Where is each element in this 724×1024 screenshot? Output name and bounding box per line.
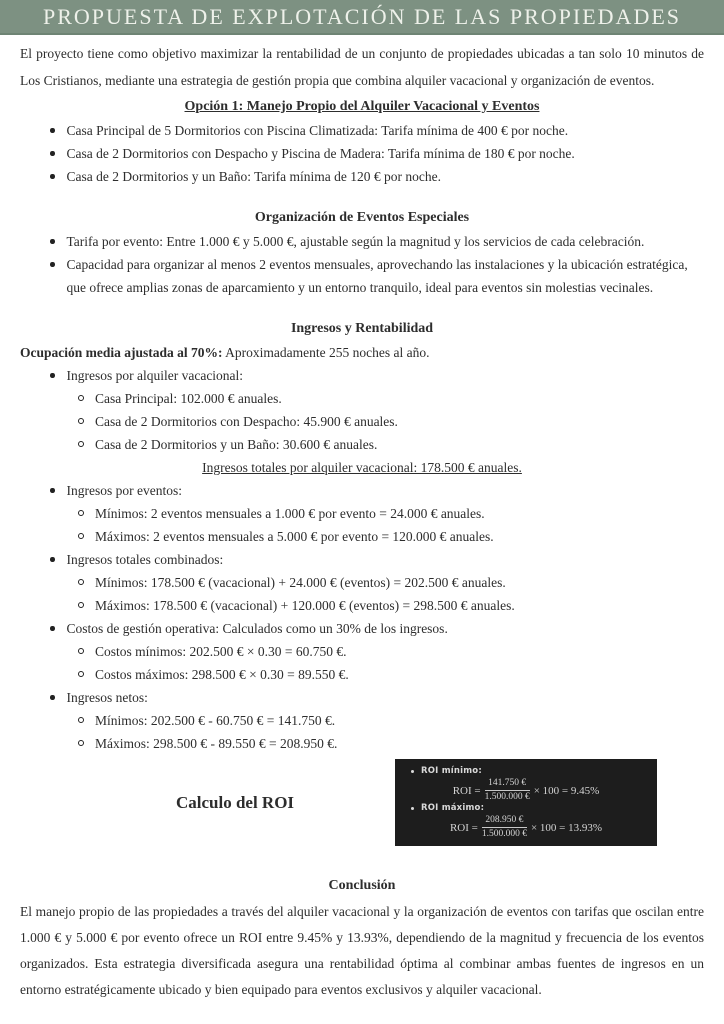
bullet-text: Mínimos: 202.500 € - 60.750 € = 141.750 €.	[95, 713, 336, 728]
bullet-icon	[411, 807, 414, 810]
formula-rhs: × 100 = 13.93%	[530, 821, 603, 834]
roi-entry-min	[405, 766, 647, 803]
circle-bullet-icon	[78, 418, 84, 424]
bullet-text: Mínimos: 178.500 € (vacacional) + 24.000 € (eventos) = 202.500 € anuales.	[95, 575, 506, 590]
occupancy-label: Ocupación media ajustada al 70%:	[20, 345, 223, 360]
bullet-icon	[50, 128, 55, 133]
circle-bullet-icon	[78, 671, 84, 677]
total-line: Ingresos totales por alquiler vacacional: 178.500 € anuales.	[202, 460, 522, 475]
formula-lhs: ROI =	[452, 784, 481, 797]
bullet-item	[20, 253, 704, 299]
roi-min-label-row	[405, 766, 647, 776]
paragraph: El proyecto tiene como objetivo maximizar la rentabilidad de un conjunto de propiedades ubicadas a tan solo 10 minutos de Los Cristianos, mediante una estrategia de gestión propia que combina alquiler vacacional y organización de eventos.	[20, 46, 704, 88]
bullet-item	[20, 686, 704, 709]
bullet-icon	[50, 151, 55, 156]
fraction-numerator: 141.750 €	[485, 778, 530, 791]
sub-bullet-item	[20, 571, 704, 594]
bullet-item	[20, 142, 704, 165]
circle-bullet-icon	[78, 441, 84, 447]
sub-bullet-item	[20, 433, 704, 456]
circle-bullet-icon	[78, 717, 84, 723]
roi-min-formula	[405, 778, 647, 803]
bullet-text: Costos máximos: 298.500 € × 0.30 = 89.550 €.	[95, 667, 349, 682]
bullet-item	[20, 230, 704, 253]
circle-bullet-icon	[78, 510, 84, 516]
section-heading: Organización de Eventos Especiales	[254, 210, 470, 225]
section-heading: Ingresos y Rentabilidad	[290, 321, 434, 336]
bullet-icon	[50, 174, 55, 179]
bullet-text: Ingresos por alquiler vacacional:	[66, 368, 244, 383]
page-title: PROPUESTA DE EXPLOTACIÓN DE LAS PROPIEDADES	[42, 3, 682, 29]
bullet-text: Ingresos netos:	[66, 690, 148, 705]
bullet-text: Máximos: 178.500 € (vacacional) + 120.000 € (eventos) = 298.500 € anuales.	[95, 598, 515, 613]
bullet-icon	[50, 488, 55, 493]
roi-max-label: ROI máximo:	[421, 803, 485, 813]
bullet-text: Tarifa por evento: Entre 1.000 € y 5.000 €, ajustable según la magnitud y los servicios de cada celebración.	[66, 234, 645, 249]
bullet-icon	[50, 373, 55, 378]
circle-bullet-icon	[78, 648, 84, 654]
sub-bullet-item	[20, 502, 704, 525]
bullet-icon	[50, 557, 55, 562]
bullet-text: Costos de gestión operativa: Calculados como un 30% de los ingresos.	[66, 621, 448, 636]
roi-min-label: ROI mínimo:	[421, 766, 482, 776]
content	[0, 41, 724, 1003]
fraction-denominator: 1.500.000 €	[484, 792, 530, 802]
bullet-text: Ingresos totales combinados:	[66, 552, 224, 567]
fraction	[485, 778, 530, 803]
bullet-icon	[411, 770, 414, 773]
bullet-text: Máximos: 298.500 € - 89.550 € = 208.950 €.	[95, 736, 338, 751]
roi-entry-max	[405, 803, 647, 840]
bullet-item	[20, 617, 704, 640]
roi-max-label-row	[405, 803, 647, 813]
roi-title-area	[20, 793, 395, 813]
sub-bullet-item	[20, 525, 704, 548]
section-heading: Opción 1: Manejo Propio del Alquiler Vacacional y Eventos	[184, 99, 540, 114]
content-blocks	[20, 41, 704, 755]
sub-bullet-item	[20, 709, 704, 732]
bullet-text: Costos mínimos: 202.500 € × 0.30 = 60.750 €.	[95, 644, 347, 659]
page-header	[0, 0, 724, 35]
conclusion-heading: Conclusión	[328, 878, 396, 893]
bullet-text: Máximos: 2 eventos mensuales a 5.000 € por evento = 120.000 € anuales.	[95, 529, 494, 544]
sub-bullet-item	[20, 640, 704, 663]
circle-bullet-icon	[78, 395, 84, 401]
bullet-text: Casa Principal: 102.000 € anuales.	[95, 391, 282, 406]
conclusion-paragraph: El manejo propio de las propiedades a través del alquiler vacacional y la organización de eventos con tarifas que oscilan entre 1.000 € y 5.000 € por evento ofrece un ROI entre 9.45% y 13.93%, dependiendo de la magnitud y frecuencia de los eventos organizados. Esta estrategia diversificada asegura una rentabilidad óptima al combinar ambas fuentes de ingresos en un entorno estratégicamente ubicado y bien equipado para eventos exclusivos y alquiler vacacional.	[20, 904, 704, 997]
bullet-icon	[50, 695, 55, 700]
bullet-text: Casa de 2 Dormitorios y un Baño: Tarifa mínima de 120 € por noche.	[66, 169, 441, 184]
occupancy-line: Ocupación media ajustada al 70%: Aproximadamente 255 noches al año.	[20, 345, 430, 360]
circle-bullet-icon	[78, 579, 84, 585]
fraction	[482, 815, 527, 840]
bullet-text: Casa de 2 Dormitorios con Despacho: 45.900 € anuales.	[95, 414, 398, 429]
bullet-text: Casa de 2 Dormitorios y un Baño: 30.600 € anuales.	[95, 437, 378, 452]
bullet-text: Casa Principal de 5 Dormitorios con Piscina Climatizada: Tarifa mínima de 400 € por noche.	[66, 123, 569, 138]
bullet-item	[20, 479, 704, 502]
bullet-item	[20, 165, 704, 188]
fraction-denominator: 1.500.000 €	[481, 829, 527, 839]
sub-bullet-item	[20, 732, 704, 755]
bullet-text: Mínimos: 2 eventos mensuales a 1.000 € por evento = 24.000 € anuales.	[95, 506, 485, 521]
sub-bullet-item	[20, 663, 704, 686]
roi-section	[20, 759, 704, 846]
bullet-icon	[50, 262, 55, 267]
bullet-item	[20, 119, 704, 142]
roi-box	[395, 759, 657, 846]
bullet-icon	[50, 239, 55, 244]
bullet-text: Capacidad para organizar al menos 2 eventos mensuales, aprovechando las instalaciones y la ubicación estratégica, que ofrece amplias zonas de aparcamiento y un entorno tranquilo, ideal para eventos sin molestias vecinales.	[66, 257, 688, 295]
sub-bullet-item	[20, 410, 704, 433]
bullet-icon	[50, 626, 55, 631]
roi-title: Calculo del ROI	[175, 792, 295, 812]
bullet-text: Ingresos por eventos:	[66, 483, 182, 498]
bullet-item	[20, 548, 704, 571]
formula-lhs: ROI =	[449, 821, 478, 834]
circle-bullet-icon	[78, 533, 84, 539]
roi-max-formula	[405, 815, 647, 840]
formula-rhs: × 100 = 9.45%	[533, 784, 600, 797]
circle-bullet-icon	[78, 602, 84, 608]
bullet-item	[20, 364, 704, 387]
sub-bullet-item	[20, 387, 704, 410]
sub-bullet-item	[20, 594, 704, 617]
fraction-numerator: 208.950 €	[482, 815, 527, 828]
bullet-text: Casa de 2 Dormitorios con Despacho y Piscina de Madera: Tarifa mínima de 180 € por noche.	[66, 146, 575, 161]
circle-bullet-icon	[78, 740, 84, 746]
